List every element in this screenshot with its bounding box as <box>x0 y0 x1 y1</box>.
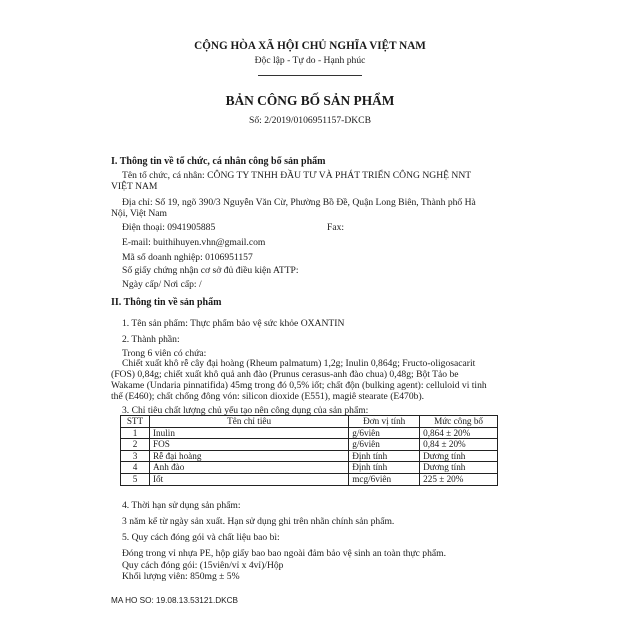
composition-line: Wakame (Undaria pinnatifida) 45mg trong đó 0,5% iốt; chất độn (bulking agent): celluloid vi tinh <box>111 380 487 391</box>
table-cell: FOS <box>149 439 348 451</box>
table-cell: 0,864 ± 20% <box>420 427 498 439</box>
table-cell: 4 <box>121 462 150 474</box>
table-cell: Dương tính <box>420 450 498 462</box>
national-title: CỘNG HÒA XÃ HỘI CHỦ NGHĨA VIỆT NAM <box>194 40 426 52</box>
table-cell: 3 <box>121 450 150 462</box>
composition-heading: 2. Thành phần: <box>122 334 180 345</box>
national-motto: Độc lập - Tự do - Hạnh phúc <box>254 55 366 66</box>
table-cell: g/6viên <box>349 439 420 451</box>
packaging-line: Đóng trong vỉ nhựa PE, hộp giấy bao bao ngoài đảm bảo vệ sinh an toàn thực phẩm. <box>122 548 446 559</box>
tax-code-field: Mã số doanh nghiệp: 0106951157 <box>122 252 253 263</box>
table-cell: 0,84 ± 20% <box>420 439 498 451</box>
motto-underline <box>258 75 362 76</box>
packaging-line: Quy cách đóng gói: (15viên/vỉ x 4vỉ)/Hộp <box>122 560 284 571</box>
fax-field: Fax: <box>327 222 345 233</box>
composition-line: thể (E460); chất chống đông vón: silicon dioxide (E551), magiê stearate (E470b). <box>111 391 425 402</box>
table-cell: 225 ± 20% <box>420 473 498 485</box>
phone-field: Điện thoại: 0941905885 <box>122 222 216 233</box>
table-cell: Dương tính <box>420 462 498 474</box>
table-cell: mcg/6viên <box>349 473 420 485</box>
composition-line: (FOS) 0,84g; chiết xuất khô quả anh đào (Prunus cerasus-anh đào chua) 0,48g; Bột Tảo be <box>111 369 459 380</box>
table-header-cell: Tên chỉ tiêu <box>149 416 348 428</box>
table-cell: 2 <box>121 439 150 451</box>
packaging-heading: 5. Quy cách đóng gói và chất liệu bao bì: <box>122 532 280 543</box>
section-1-heading: I. Thông tin về tổ chức, cá nhân công bố sản phẩm <box>111 156 326 167</box>
table-row <box>121 462 498 474</box>
address-line-1: Địa chỉ: Số 19, ngõ 390/3 Nguyễn Văn Cừ, Phường Bồ Đề, Quận Long Biên, Thành phố Hà <box>122 197 476 208</box>
shelf-life-heading: 4. Thời hạn sử dụng sản phẩm: <box>122 500 241 511</box>
table-header-row <box>121 416 498 428</box>
shelf-life-text: 3 năm kể từ ngày sản xuất. Hạn sử dụng ghi trên nhãn chính sản phẩm. <box>122 516 395 527</box>
email-value: buithihuyen.vhn@gmail.com <box>153 237 266 248</box>
table-cell: Anh đào <box>149 462 348 474</box>
table-header-cell: STT <box>121 416 150 428</box>
table-header-cell: Đơn vị tính <box>349 416 420 428</box>
composition-intro: Trong 6 viên có chứa: <box>122 348 207 359</box>
address-line-2: Nội, Việt Nam <box>111 208 168 219</box>
table-row <box>121 427 498 439</box>
quality-heading: 3. Chỉ tiêu chất lượng chủ yếu tạo nên công dụng của sản phẩm: <box>122 405 369 416</box>
table-header-cell: Mức công bố <box>420 416 498 428</box>
issue-info-field: Ngày cấp/ Nơi cấp: / <box>122 279 202 290</box>
table-cell: Iốt <box>149 473 348 485</box>
table-cell: Định tính <box>349 462 420 474</box>
table-row <box>121 473 498 485</box>
quality-table <box>120 415 498 486</box>
table-cell: Inulin <box>149 427 348 439</box>
section-2-heading: II. Thông tin về sản phẩm <box>111 297 222 308</box>
table-row <box>121 450 498 462</box>
org-name-line-1: Tên tổ chức, cá nhân: CÔNG TY TNHH ĐẦU TƯ VÀ PHÁT TRIỂN CÔNG NGHỆ NNT <box>122 170 472 181</box>
composition-line: Chiết xuất khô rễ cây đại hoàng (Rheum palmatum) 1,2g; Inulin 0,864g; Fructo-oligosacarit <box>122 358 476 369</box>
document-number: Số: 2/2019/0106951157-DKCB <box>249 115 371 126</box>
table-cell: Định tính <box>349 450 420 462</box>
email-label: E-mail: <box>122 237 154 248</box>
table-cell: Rễ đại hoàng <box>149 450 348 462</box>
table-cell: 5 <box>121 473 150 485</box>
record-code: MA HO SO: 19.08.13.53121.DKCB <box>111 596 238 605</box>
table-row <box>121 439 498 451</box>
table-cell: g/6viên <box>349 427 420 439</box>
email-field <box>122 237 265 249</box>
product-name: 1. Tên sản phẩm: Thực phẩm bảo vệ sức khỏe OXANTIN <box>122 318 345 329</box>
food-safety-cert-field: Số giấy chứng nhận cơ sở đủ điều kiện ATTP: <box>122 265 299 276</box>
document-title: BẢN CÔNG BỐ SẢN PHẨM <box>225 93 395 108</box>
table-cell: 1 <box>121 427 150 439</box>
packaging-line: Khối lượng viên: 850mg ± 5% <box>122 571 240 582</box>
org-name-line-2: VIỆT NAM <box>111 181 158 192</box>
